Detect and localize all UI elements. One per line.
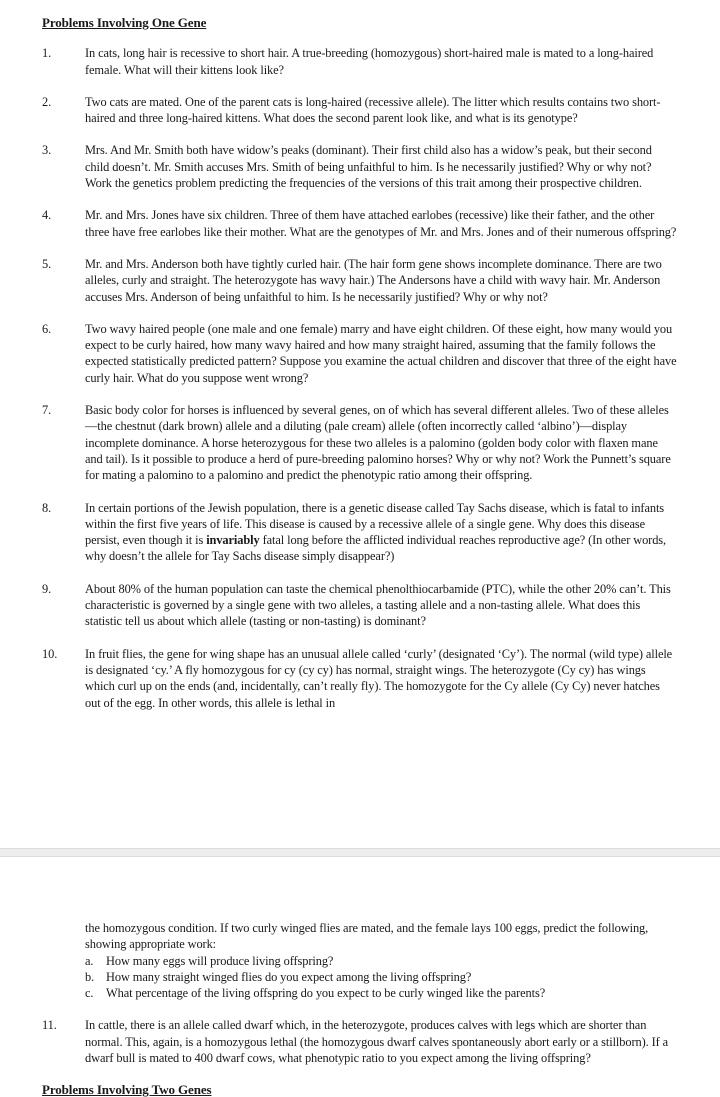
sub-item-marker: b. xyxy=(85,969,95,984)
problem-item-4 xyxy=(42,207,678,240)
sub-item-marker: a. xyxy=(85,953,94,968)
problem-item-1 xyxy=(42,45,678,78)
problem-number: 4. xyxy=(42,208,52,223)
problem-text: In cattle, there is an allele called dwarf which, in the heterozygote, produces calves with legs which are shorter than normal. This, again, is a homozygous lethal (the homozygous dwarf calves spontaneously abort early or a stillborn). If a dwarf bull is mated to 400 dwarf cows, what phenotypic ratio to you expect among the living offspring? xyxy=(85,1018,669,1066)
problem-number: 3. xyxy=(42,143,52,158)
page-2-content xyxy=(0,857,720,1097)
problem-text-segment: In certain portions of the Jewish population, there is a genetic disease called Tay Sachs disease, which is fatal to infants within the first five years of life. This disease is caused by a recessive allele of a single gene. Why does this disease persist, even though it is xyxy=(85,500,665,548)
problem-number: 1. xyxy=(42,46,52,61)
problem-text: In fruit flies, the gene for wing shape has an unusual allele called ‘curly’ (designated ‘Cy’). The normal (wild type) allele is designated ‘cy.’ A fly homozygous for cy (cy cy) has normal, straight wings. The heterozygote (Cy cy) has wings which curl up on the ends (and, incidentally, can’t really fly). The homozygote for the Cy allele (Cy Cy) never hatches out of the egg. In other words, this allele is lethal in xyxy=(85,646,673,710)
problem-number: 11. xyxy=(42,1018,57,1033)
problem-text-bold-word: invariably xyxy=(206,533,260,548)
page-break xyxy=(0,848,720,857)
problem-item-11 xyxy=(42,1017,678,1066)
sub-item-a xyxy=(85,953,678,969)
problem-number-empty xyxy=(42,920,85,1001)
problem-text: Mr. and Mrs. Jones have six children. Three of them have attached earlobes (recessive) like their father, and the other three have free earlobes like their mother. What are the genotypes of Mr. and Mrs. Jones and of their numerous offspring? xyxy=(85,208,677,239)
problem-item-6 xyxy=(42,321,678,386)
problem-item-5 xyxy=(42,256,678,305)
continuation-text: the homozygous condition. If two curly winged flies are mated, and the female lays 100 eggs, predict the following, showing appropriate work: xyxy=(85,921,649,952)
problem-text: In cats, long hair is recessive to short hair. A true-breeding (homozygous) short-haired male is mated to a long-haired female. What will their kittens look like? xyxy=(85,46,654,77)
problem-text: Mr. and Mrs. Anderson both have tightly curled hair. (The hair form gene shows incomplete dominance. There are two alleles, curly and straight. The heterozygote has wavy hair.) The Andersons have a child with wavy hair. Mr. Anderson accuses Mrs. Anderson of being unfaithful to him. Is he necessarily justified? Why or why not? xyxy=(85,256,662,304)
problem-item-9 xyxy=(42,581,678,630)
sub-item-b xyxy=(85,969,678,985)
problem-item-10 xyxy=(42,646,678,711)
problem-text xyxy=(85,500,678,565)
problem-text: Two cats are mated. One of the parent cats is long-haired (recessive allele). The litter which results contains two short-haired and three long-haired kittens. What does the second parent look like, and what is its genotype? xyxy=(85,94,661,126)
section-heading-clipped: Problems Involving Two Genes xyxy=(42,1082,212,1097)
sub-item-text: What percentage of the living offspring do you expect to be curly winged like the parents? xyxy=(106,986,546,1001)
problem-number: 7. xyxy=(42,403,52,418)
problem-item-8 xyxy=(42,500,678,565)
problem-number: 8. xyxy=(42,500,52,515)
problem-text: About 80% of the human population can taste the chemical phenolthiocarbamide (PTC), while the other 20% can’t. This characteristic is governed by a single gene with two alleles, a tasting allele and a non-tasting allele. What does this statistic tell us about which allele (tasting or non-tasting) is dominant? xyxy=(85,581,671,629)
problem-number: 9. xyxy=(42,581,52,596)
problem-text-segment: fatal long before the afflicted individual reaches reproductive age? (In other words, why doesn’t the allele for Tay Sachs disease simply disappear?) xyxy=(85,533,667,564)
section-heading: Problems Involving One Gene xyxy=(42,15,207,30)
problem-number: 6. xyxy=(42,321,52,336)
problem-text: Mrs. And Mr. Smith both have widow’s peaks (dominant). Their first child also has a widow’s peak, but their second child doesn’t. Mr. Smith accuses Mrs. Smith of being unfaithful to him. Is he necessarily justified? Why or why not? Work the genetics problem predicting the frequencies of the versions of this trait among their prospective children. xyxy=(85,143,652,191)
sub-item-marker: c. xyxy=(85,986,94,1001)
problem-text: Two wavy haired people (one male and one female) marry and have eight children. Of these eight, how many would you expect to be curly haired, how many wavy haired and how many straight haired, assuming that the family follows the expected statistically predicted pattern? Suppose you examine the actual children and discover that three of the eight have curly hair. What do you suppose went wrong? xyxy=(85,321,677,385)
sub-item-c xyxy=(85,985,678,1001)
problem-number: 5. xyxy=(42,256,52,271)
problem-item-3 xyxy=(42,142,678,191)
problem-item-7 xyxy=(42,402,678,483)
problem-item-2 xyxy=(42,94,678,127)
problem-number: 2. xyxy=(42,94,52,109)
problem-text: Basic body color for horses is influenced by several genes, on of which has several different alleles. Two of these alleles—the chestnut (dark brown) allele and a diluting (pale cream) allele (often incorrectly called ‘albino’)—display incomplete dominance. A horse heterozygous for these two alleles is a palomino (golden body color with flaxen mane and tail). Is it possible to produce a herd of pure-breeding palomino horses? Why or why not? Work the Punnett’s square for mating a palomino to a palomino and predict the phenotypic ratio among their offspring. xyxy=(85,403,671,483)
sub-item-text: How many eggs will produce living offspring? xyxy=(106,953,334,968)
problem-number: 10. xyxy=(42,646,58,661)
problem-10-continuation xyxy=(42,920,678,1001)
sub-item-text: How many straight winged flies do you expect among the living offspring? xyxy=(106,969,472,984)
